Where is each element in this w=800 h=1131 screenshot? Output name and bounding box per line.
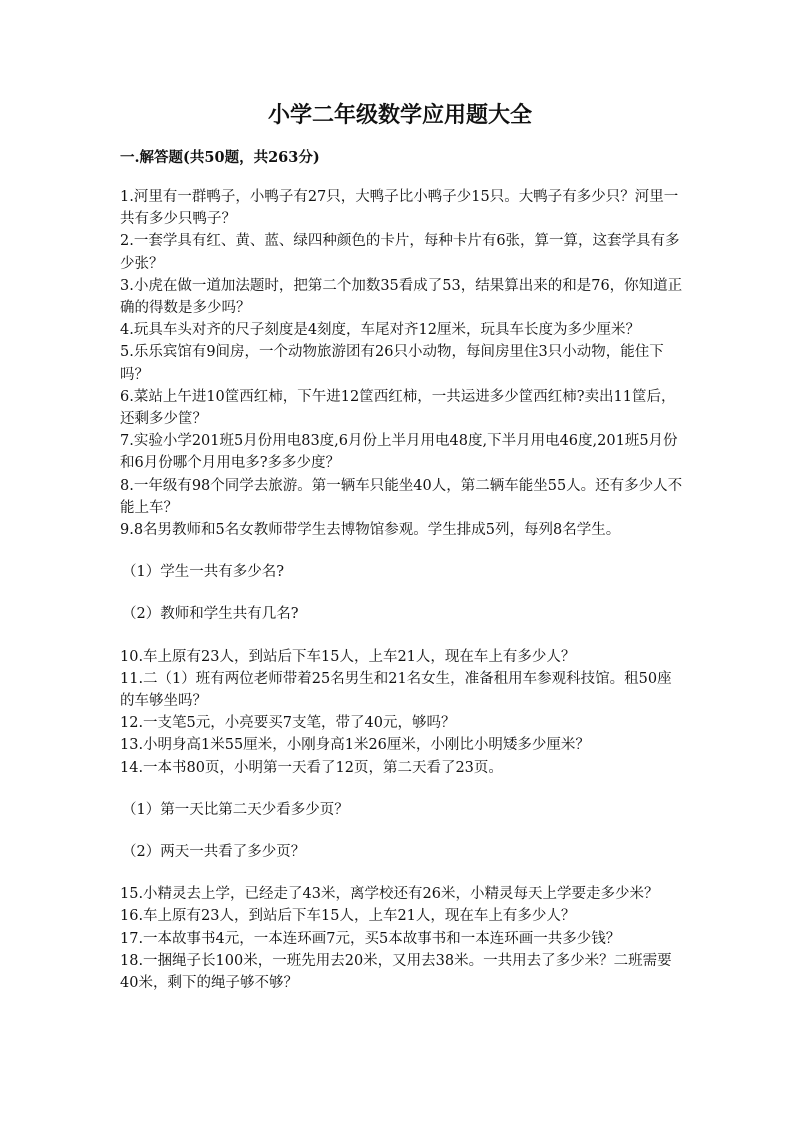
problem-5: 5.乐乐宾馆有9间房，一个动物旅游团有26只小动物，每间房里住3只小动物，能住下吗？ xyxy=(120,344,664,383)
problem-1: 1.河里有一群鸭子，小鸭子有27只，大鸭子比小鸭子少15只。大鸭子有多少只？河里一共有多少只鸭子？ xyxy=(120,189,679,228)
problem-14-subquestion-1: （1）第一天比第二天少看多少页？ xyxy=(122,801,349,818)
problem-3: 3.小虎在做一道加法题时，把第二个加数35看成了53，结果算出来的和是76，你知道正确的得数是多少吗？ xyxy=(120,277,683,317)
problem-9: 9.8名男教师和5名女教师带学生去博物馆参观。学生排成5列，每列8名学生。 xyxy=(120,522,621,539)
problem-17: 17.一本故事书4元，一本连环画7元，买5本故事书和一本连环画一共多少钱？ xyxy=(120,930,621,947)
problem-9-subquestion-1: （1）学生一共有多少名? xyxy=(122,564,284,581)
problem-16: 16.车上原有23人，到站后下车15人，上车21人，现在车上有多少人？ xyxy=(120,908,576,925)
problem-10: 10.车上原有23人，到站后下车15人，上车21人，现在车上有多少人？ xyxy=(120,648,576,665)
problem-list xyxy=(120,186,686,994)
problem-6: 6.菜站上午进10筐西红柿，下午进12筐西红柿，一共运进多少筐西红柿?卖出11筐后，还剩多少筐？ xyxy=(120,388,676,428)
problem-15: 15.小精灵去上学，已经走了43米，离学校还有26米，小精灵每天上学要走多少米？ xyxy=(120,886,659,903)
problem-9-subquestion-2: （2）教师和学生共有几名? xyxy=(122,606,299,623)
problem-14: 14.一本书80页，小明第一天看了12页，第二天看了23页。 xyxy=(120,759,503,776)
page-title: 小学二年级数学应用题大全 xyxy=(267,102,532,128)
problem-2: 2.一套学具有红、黄、蓝、绿四种颜色的卡片，每种卡片有6张，算一算，这套学具有多少张？ xyxy=(120,233,680,272)
problem-8: 8.一年级有98个同学去旅游。第一辆车只能坐40人，第二辆车能坐55人。还有多少人不能上车？ xyxy=(120,477,683,516)
problem-7: 7.实验小学201班5月份用电83度,6月份上半月用电48度,下半月用电46度,201班5月份和6月份哪个月用电多?多多少度？ xyxy=(120,433,678,472)
problem-14-subquestion-2: （2）两天一共看了多少页？ xyxy=(122,844,306,861)
problem-4: 4.玩具车头对齐的尺子刻度是4刻度，车尾对齐12厘米，玩具车长度为多少厘米？ xyxy=(120,322,641,339)
problem-18: 18.一捆绳子长100米，一班先用去20米，又用去38米。一共用去了多少米？二班需要40米，剩下的绳子够不够？ xyxy=(120,952,672,992)
section-heading: 一.解答题(共50题，共263分) xyxy=(120,149,320,166)
problem-13: 13.小明身高1米55厘米，小刚身高1米26厘米，小刚比小明矮多少厘米？ xyxy=(120,737,590,754)
problem-12: 12.一支笔5元，小亮要买7支笔，带了40元，够吗？ xyxy=(120,715,456,732)
problem-11: 11.二（1）班有两位老师带着25名男生和21名女生，准备租用车参观科技馆。租50座的车够坐吗？ xyxy=(120,670,672,710)
